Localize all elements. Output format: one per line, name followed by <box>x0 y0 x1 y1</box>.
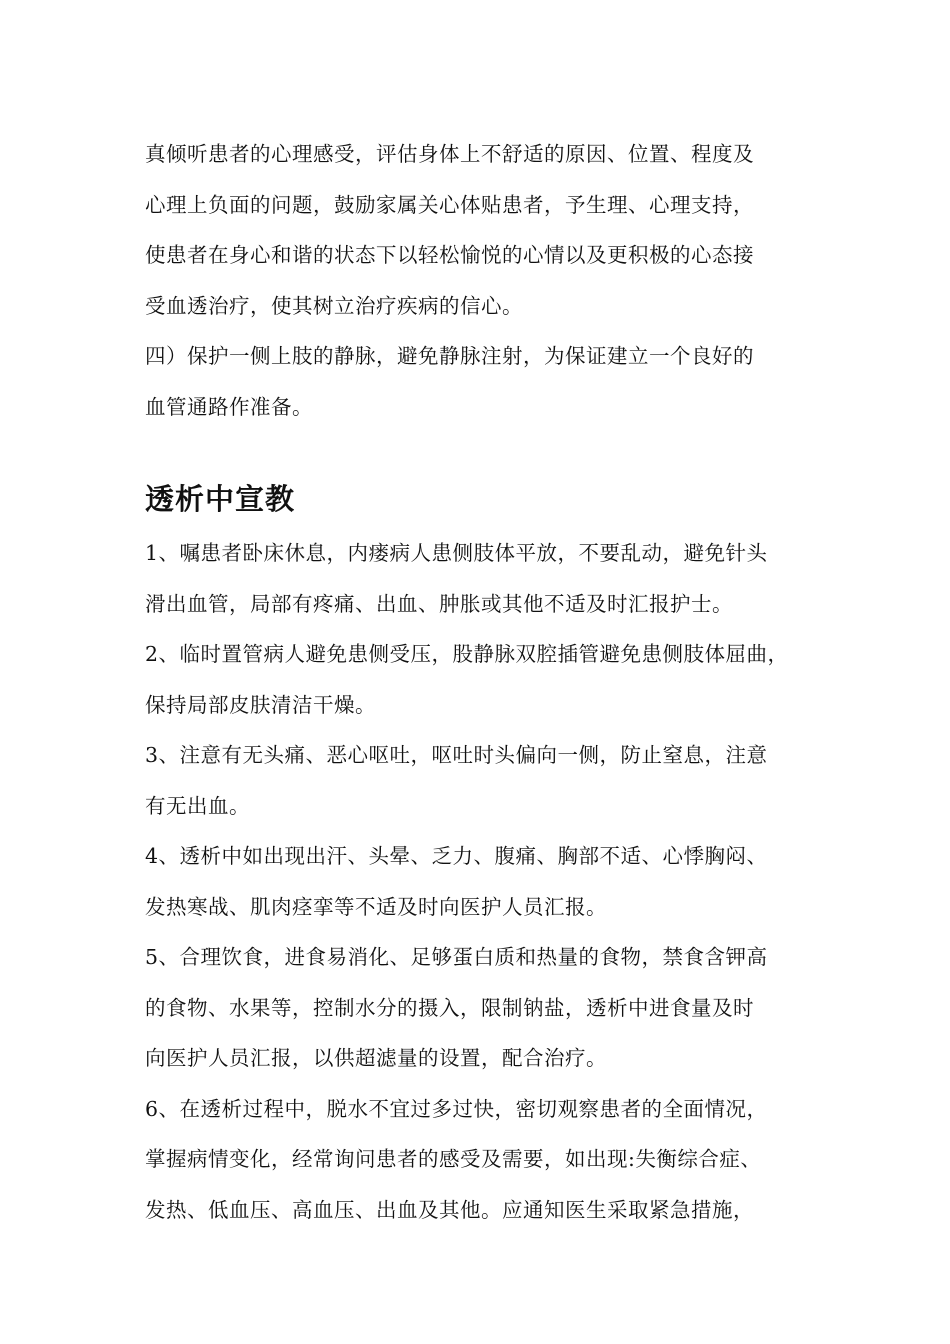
text-line: 1、嘱患者卧床休息，内瘘病人患侧肢体平放，不要乱动，避免针头 <box>145 541 768 565</box>
text-line: 使患者在身心和谐的状态下以轻松愉悦的心情以及更积极的心态接 <box>145 243 754 267</box>
section-heading: 透析中宣教 <box>145 482 296 516</box>
text-line: 5、合理饮食，进食易消化、足够蛋白质和热量的食物，禁食含钾高 <box>145 945 768 969</box>
text-line: 6、在透析过程中，脱水不宜过多过快，密切观察患者的全面情况， <box>145 1096 768 1121</box>
text-line: 滑出血管，局部有疼痛、出血、肿胀或其他不适及时汇报护士。 <box>145 591 733 616</box>
text-line: 心理上负面的问题，鼓励家属关心体贴患者，予生理、心理支持， <box>145 192 754 217</box>
text-line: 向医护人员汇报，以供超滤量的设置，配合治疗。 <box>145 1046 607 1070</box>
text-line: 掌握病情变化，经常询问患者的感受及需要，如出现:失衡综合症、 <box>145 1147 762 1171</box>
text-line: 四）保护一侧上肢的静脉，避免静脉注射，为保证建立一个良好的 <box>145 344 754 368</box>
section-spacer <box>145 432 825 470</box>
text-line: 发热寒战、肌肉痉挛等不适及时向医护人员汇报。 <box>145 894 607 919</box>
text-line: 血管通路作准备。 <box>145 394 313 419</box>
text-line: 2、临时置管病人避免患侧受压，股静脉双腔插管避免患侧肢体屈曲， <box>145 642 789 666</box>
text-line: 3、注意有无头痛、恶心呕吐，呕吐时头偏向一侧，防止窒息，注意 <box>145 743 768 767</box>
text-line: 受血透治疗，使其树立治疗疾病的信心。 <box>145 293 523 318</box>
section-dialysis-education <box>145 528 825 1235</box>
section-patient-support <box>145 129 825 432</box>
text-line: 的食物、水果等，控制水分的摄入，限制钠盐，透析中进食量及时 <box>145 995 754 1020</box>
text-line: 真倾听患者的心理感受，评估身体上不舒适的原因、位置、程度及 <box>145 142 754 166</box>
text-line: 保持局部皮肤清洁干燥。 <box>145 692 376 717</box>
text-line: 发热、低血压、高血压、出血及其他。应通知医生采取紧急措施， <box>145 1197 754 1222</box>
text-line: 4、透析中如出现出汗、头晕、乏力、腹痛、胸部不适、心悸胸闷、 <box>145 844 768 868</box>
text-line: 有无出血。 <box>145 793 250 818</box>
document-body <box>145 129 825 1235</box>
